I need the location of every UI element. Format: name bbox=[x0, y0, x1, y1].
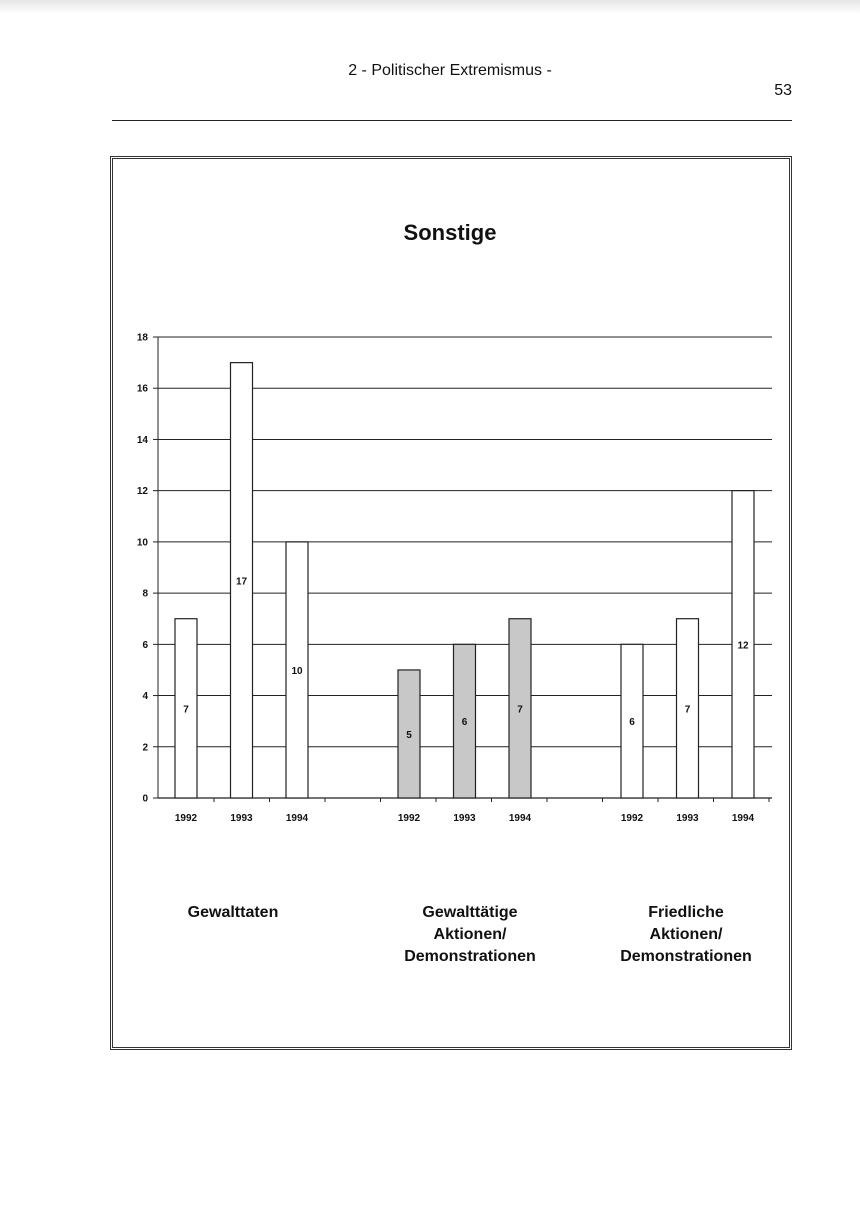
group-label bbox=[360, 902, 580, 968]
bar-value-label: 6 bbox=[629, 717, 635, 729]
group-label-line: Gewalttaten bbox=[187, 904, 279, 921]
y-tick-label: 0 bbox=[142, 793, 148, 805]
group-label-line: Friedliche bbox=[648, 904, 724, 921]
bar-value-label: 6 bbox=[461, 717, 468, 729]
page-header-title: 2 - Politischer Extremismus - bbox=[348, 62, 552, 79]
y-tick-label: 6 bbox=[142, 639, 148, 651]
bar-value-label: 7 bbox=[183, 704, 189, 716]
x-tick-label: 1993 bbox=[676, 813, 699, 824]
x-tick-label: 1992 bbox=[397, 813, 421, 824]
x-tick-label: 1992 bbox=[620, 813, 644, 824]
group-label-line: Demonstrationen bbox=[620, 948, 752, 965]
chart-title: Sonstige bbox=[403, 220, 497, 245]
bar-value-label: 7 bbox=[517, 704, 523, 716]
group-label-line: Aktionen/ bbox=[649, 926, 723, 943]
bar-value-label: 7 bbox=[684, 704, 691, 716]
group-label-line: Gewalttätige bbox=[422, 904, 518, 921]
y-tick-label: 2 bbox=[142, 742, 148, 754]
y-tick-label: 10 bbox=[136, 537, 148, 549]
group-label bbox=[123, 902, 343, 924]
y-tick-label: 16 bbox=[136, 383, 148, 395]
y-tick-label: 8 bbox=[142, 588, 148, 600]
x-tick-label: 1993 bbox=[230, 813, 253, 824]
y-tick-label: 12 bbox=[136, 486, 148, 498]
x-tick-label: 1994 bbox=[285, 813, 309, 824]
y-tick-label: 4 bbox=[142, 691, 148, 703]
x-tick-label: 1994 bbox=[731, 813, 755, 824]
y-tick-label: 14 bbox=[136, 434, 148, 446]
x-tick-label: 1993 bbox=[453, 813, 476, 824]
bar-value-label: 10 bbox=[291, 665, 303, 677]
bar-value-label: 5 bbox=[406, 729, 412, 741]
group-label-line: Aktionen/ bbox=[433, 926, 507, 943]
group-label bbox=[576, 902, 796, 968]
page-number: 53 bbox=[774, 82, 792, 99]
bar-value-label: 17 bbox=[235, 576, 248, 588]
bar-value-label: 12 bbox=[737, 640, 749, 652]
x-tick-label: 1992 bbox=[174, 813, 198, 824]
y-tick-label: 18 bbox=[136, 332, 148, 344]
group-label-line: Demonstrationen bbox=[404, 948, 536, 965]
x-tick-label: 1994 bbox=[508, 813, 532, 824]
